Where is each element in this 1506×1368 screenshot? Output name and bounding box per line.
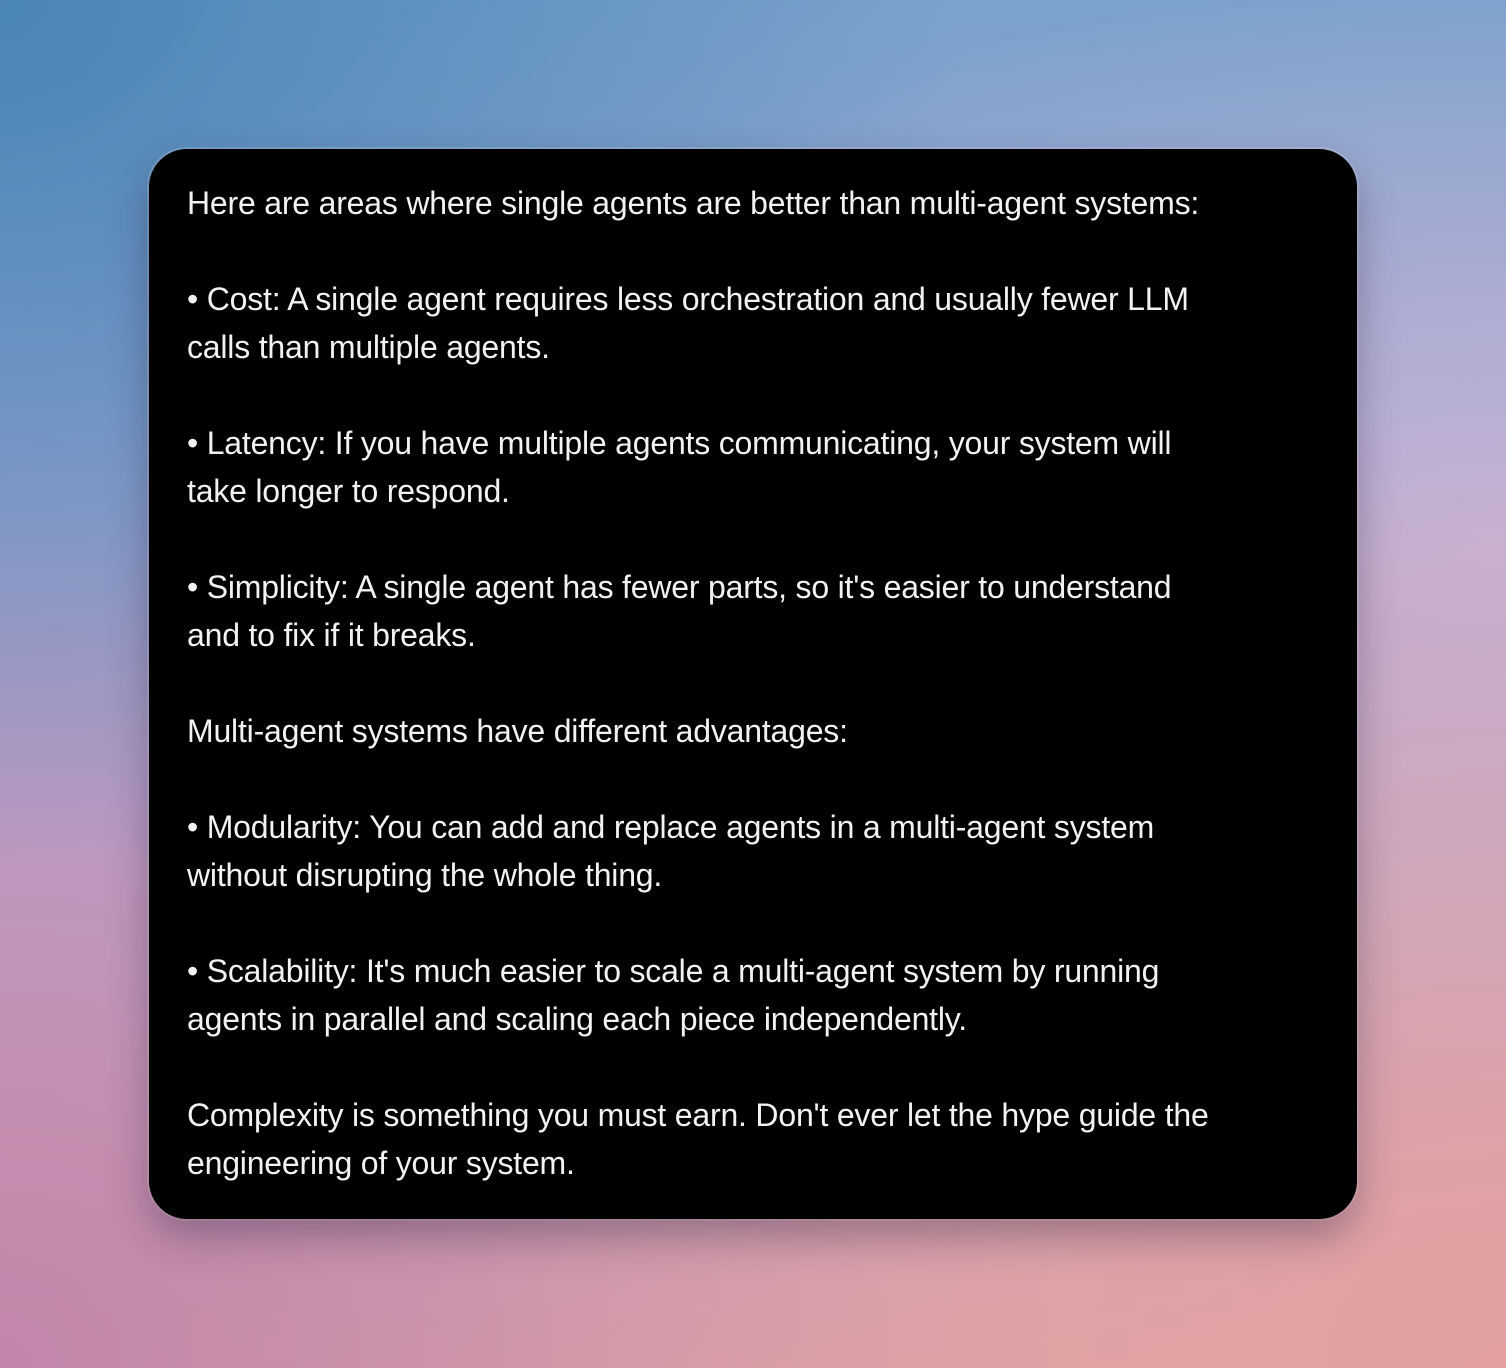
intro-paragraph: Here are areas where single agents are better than multi-agent systems: xyxy=(187,185,1200,221)
bullet-simplicity: • Simplicity: A single agent has fewer parts, so it's easier to understand and to fix if it breaks. xyxy=(187,569,1172,653)
closing-paragraph: Complexity is something you must earn. Don't ever let the hype guide the engineering of your system. xyxy=(187,1097,1209,1181)
bullet-cost: • Cost: A single agent requires less orchestration and usually fewer LLM calls than multiple agents. xyxy=(187,281,1189,365)
bullet-latency: • Latency: If you have multiple agents communicating, your system will take longer to respond. xyxy=(187,425,1172,509)
text-card xyxy=(149,149,1357,1219)
multi-agent-intro-paragraph: Multi-agent systems have different advantages: xyxy=(187,713,848,749)
bullet-scalability: • Scalability: It's much easier to scale a multi-agent system by running agents in parallel and scaling each piece independently. xyxy=(187,953,1160,1037)
post-text xyxy=(187,179,1327,1187)
bullet-modularity: • Modularity: You can add and replace agents in a multi-agent system without disrupting the whole thing. xyxy=(187,809,1155,893)
